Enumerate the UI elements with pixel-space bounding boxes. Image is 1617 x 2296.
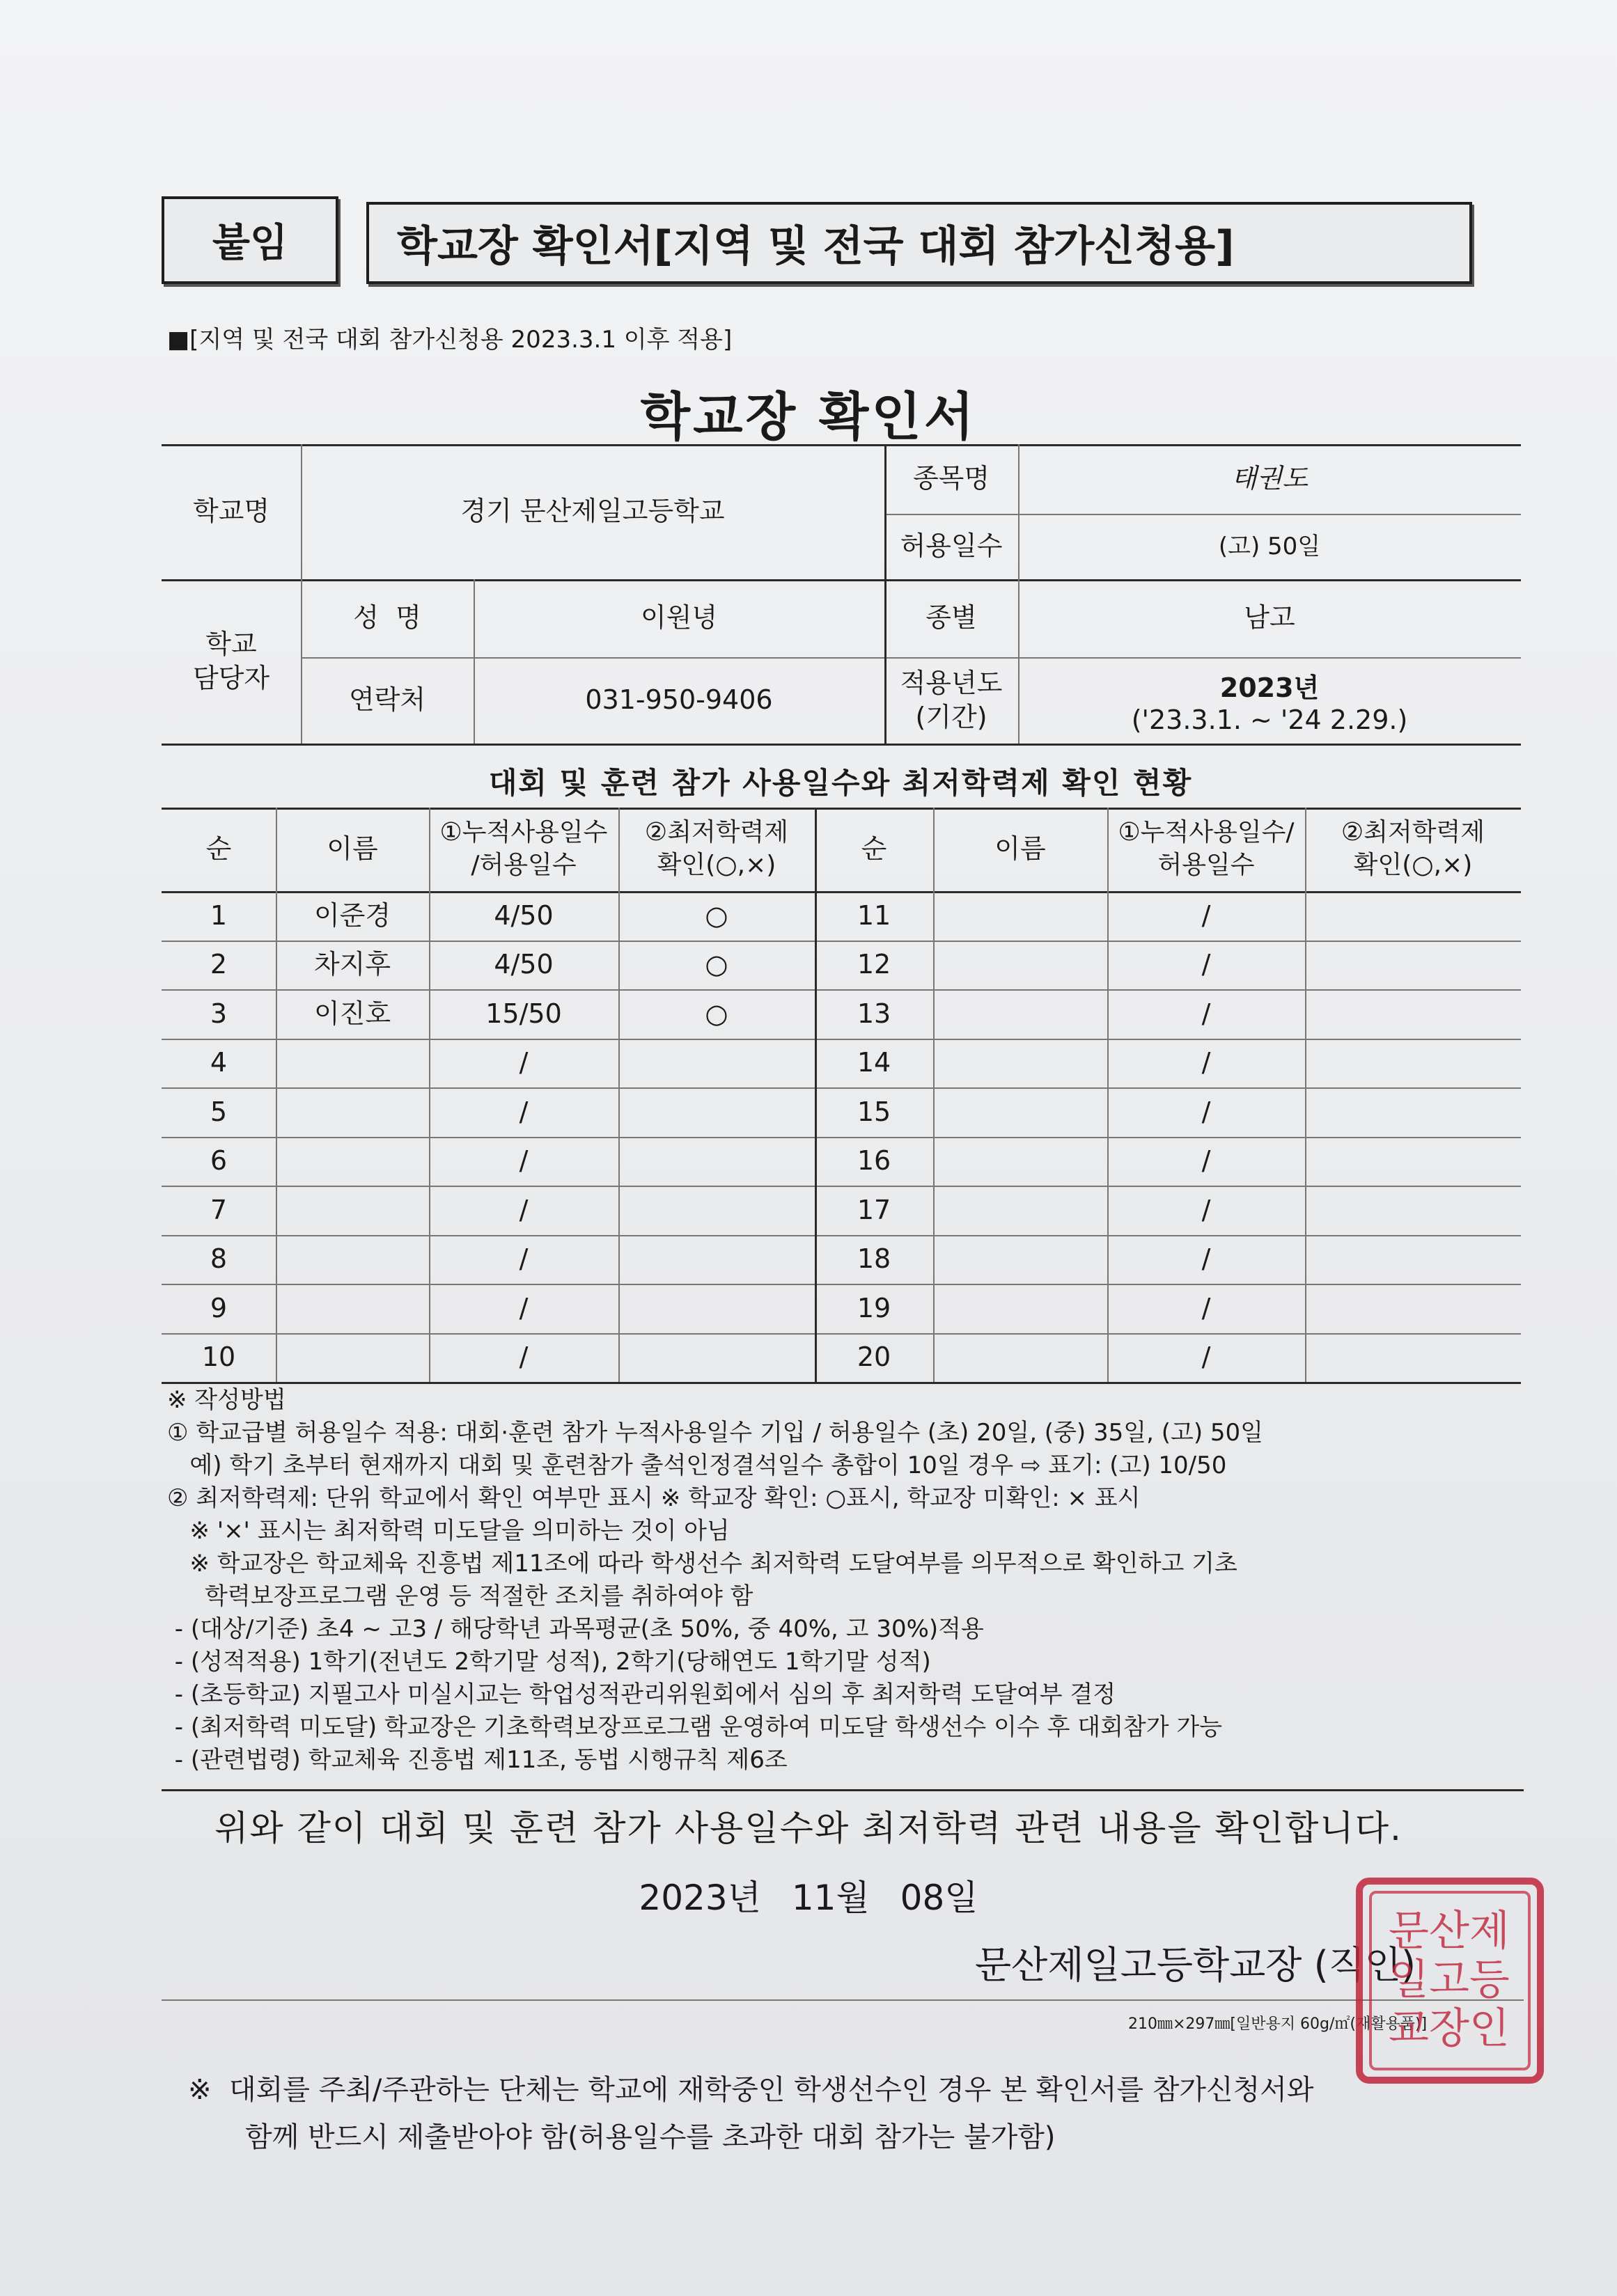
cell-days: / — [1201, 1292, 1211, 1323]
cell-days: / — [519, 1342, 529, 1373]
cell-no: 20 — [857, 1342, 891, 1373]
apply-note: ■[지역 및 전국 대회 참가신청용 2023.3.1 이후 적용] — [167, 326, 733, 354]
signer: 문산제일고등학교장 (직인) — [975, 1943, 1416, 1987]
cell-name — [933, 989, 1107, 1039]
cell-no: 17 — [857, 1194, 891, 1225]
cell-check: ○ — [705, 899, 728, 931]
cell-check — [618, 1186, 815, 1235]
allowed-days-value: (고) 50일 — [1218, 532, 1321, 560]
name-value: 이원녕 — [640, 602, 718, 634]
document-heading: 학교장 확인서[지역 및 전국 대회 참가신청용] — [366, 202, 1472, 284]
divider — [162, 1789, 1524, 1791]
col-header-days-right: ①누적사용일수/ 허용일수 — [1118, 818, 1295, 879]
cell-no: 2 — [210, 949, 228, 980]
cell-days: / — [519, 1243, 529, 1275]
cell-name — [276, 1087, 429, 1137]
col-header-days-left: ①누적사용일수 /허용일수 — [439, 818, 608, 879]
note-line: 예) 학기 초부터 현재까지 대회 및 훈련참가 출석인정결석일수 총합이 10일 경우 ⇨ 표기: (고) 10/50 — [167, 1452, 1227, 1479]
svg-text:일고등: 일고등 — [1389, 1956, 1510, 2004]
cell-name — [933, 1137, 1107, 1186]
cell-name — [933, 1284, 1107, 1333]
cell-days: / — [519, 1096, 529, 1127]
paper-spec: 210㎜×297㎜[일반용지 60g/㎡(재활용품)] — [1128, 2015, 1428, 2033]
cell-check — [1305, 1284, 1521, 1333]
col-header-check-right: ②최저학력제 확인(○,×) — [1341, 818, 1485, 879]
col-header-name-right: 이름 — [994, 833, 1046, 865]
cell-check — [1305, 941, 1521, 990]
cell-name — [933, 1087, 1107, 1137]
cell-days: / — [1201, 1145, 1211, 1177]
cell-check — [1305, 1235, 1521, 1284]
cell-days: / — [1201, 1194, 1211, 1225]
cell-name — [933, 1039, 1107, 1088]
cell-check — [1305, 891, 1521, 941]
cell-check — [1305, 1186, 1521, 1235]
note-line: 학력보장프로그램 운영 등 적절한 조치를 취하여야 함 — [167, 1582, 753, 1610]
year-label: 적용년도 (기간) — [900, 667, 1003, 732]
cell-no: 14 — [857, 1047, 891, 1078]
cell-days: / — [519, 1194, 529, 1225]
cell-name — [276, 1137, 429, 1186]
svg-text:교장인: 교장인 — [1389, 2004, 1510, 2053]
note-line: ※ 작성방법 — [167, 1386, 286, 1414]
cell-no: 12 — [857, 949, 891, 980]
cell-check: ○ — [705, 949, 728, 980]
contact-value: 031-950-9406 — [585, 684, 773, 716]
col-header-check-left: ②최저학력제 확인(○,×) — [644, 818, 789, 879]
cell-check — [618, 1284, 815, 1333]
divider — [162, 1999, 1524, 2001]
cell-days: / — [1201, 899, 1211, 931]
cell-name: 이진호 — [313, 998, 391, 1029]
note-line: - (대상/기준) 초4 ~ 고3 / 해당학년 과목평균(초 50%, 중 40%, 고 30%)적용 — [167, 1615, 984, 1643]
note-line: - (성적적용) 1학기(전년도 2학기말 성적), 2학기(당해연도 1학기말 성적) — [167, 1648, 931, 1676]
note-line: ② 최저학력제: 단위 학교에서 확인 여부만 표시 ※ 학교장 확인: ○표시, 학교장 미확인: × 표시 — [167, 1484, 1141, 1512]
cell-name — [933, 941, 1107, 990]
cell-check — [1305, 1087, 1521, 1137]
note-line: - (관련법령) 학교체육 진흥법 제11조, 동법 시행규칙 제6조 — [167, 1746, 788, 1774]
note-line: ※ '×' 표시는 최저학력 미도달을 의미하는 것이 아님 — [167, 1517, 730, 1545]
gender-label: 종별 — [925, 602, 977, 634]
cell-days: / — [1201, 1342, 1211, 1373]
notes-section — [167, 1384, 1532, 1777]
cell-name: 차지후 — [313, 949, 391, 980]
cell-no: 13 — [857, 998, 891, 1029]
issue-date: 2023년 11월 08일 — [639, 1878, 978, 1918]
col-header-no-right: 순 — [861, 833, 887, 865]
gender-value: 남고 — [1244, 602, 1295, 634]
cell-no: 11 — [857, 899, 891, 931]
cell-check — [618, 1235, 815, 1284]
cell-days: / — [1201, 949, 1211, 980]
cell-check — [618, 1137, 815, 1186]
svg-text:문산제: 문산제 — [1389, 1907, 1510, 1956]
cell-no: 1 — [210, 899, 228, 931]
cell-days: 15/50 — [485, 998, 562, 1029]
note-line: ① 학교급별 허용일수 적용: 대회·훈련 참가 누적사용일수 기입 / 허용일수 (초) 20일, (중) 35일, (고) 50일 — [167, 1419, 1263, 1447]
page-title: 학교장 확인서 — [640, 387, 977, 447]
cell-days: / — [1201, 1047, 1211, 1078]
school-label: 학교명 — [192, 496, 270, 527]
cell-name — [276, 1284, 429, 1333]
note-line: ※ 학교장은 학교체육 진흥법 제11조에 따라 학생선수 최저학력 도달여부를 의무적으로 확인하고 기초 — [167, 1550, 1237, 1578]
cell-days: / — [519, 1047, 529, 1078]
cell-name — [276, 1186, 429, 1235]
footer-line: 함께 반드시 제출받아야 함(허용일수를 초과한 대회 참가는 불가함) — [245, 2121, 1056, 2153]
cell-check — [618, 1333, 815, 1383]
official-seal-stamp — [1354, 1876, 1546, 2086]
cell-name — [933, 1235, 1107, 1284]
cell-check — [1305, 1333, 1521, 1383]
cell-days: 4/50 — [494, 949, 554, 980]
cell-check: ○ — [705, 998, 728, 1029]
cell-name — [276, 1333, 429, 1383]
col-header-no-left: 순 — [205, 833, 232, 865]
confirmation-text: 위와 같이 대회 및 훈련 참가 사용일수와 최저학력 관련 내용을 확인합니다. — [214, 1808, 1403, 1848]
cell-name — [933, 1333, 1107, 1383]
cell-name: 이준경 — [313, 899, 391, 931]
cell-days: / — [1201, 1243, 1211, 1275]
cell-days: 4/50 — [494, 899, 554, 931]
name-label: 성 명 — [353, 602, 421, 634]
footer-line: ※ 대회를 주최/주관하는 단체는 학교에 재학중인 학생선수인 경우 본 확인서를 참가신청서와 — [188, 2074, 1314, 2106]
contact-label: 연락처 — [348, 684, 426, 716]
cell-days: / — [1201, 1096, 1211, 1127]
cell-check — [1305, 989, 1521, 1039]
school-value: 경기 문산제일고등학교 — [460, 496, 725, 527]
note-line: - (초등학교) 지필고사 미실시교는 학업성적관리위원회에서 심의 후 최저학력 도달여부 결정 — [167, 1681, 1116, 1708]
sport-value: 태권도 — [1231, 463, 1309, 494]
cell-no: 18 — [857, 1243, 891, 1275]
cell-no: 19 — [857, 1292, 891, 1323]
note-line: - (최저학력 미도달) 학교장은 기초학력보장프로그램 운영하여 미도달 학생선수 이수 후 대회참가 가능 — [167, 1713, 1223, 1741]
cell-days: / — [519, 1145, 529, 1177]
cell-check — [1305, 1137, 1521, 1186]
cell-name — [276, 1039, 429, 1088]
cell-days: / — [1201, 998, 1211, 1029]
cell-name — [933, 891, 1107, 941]
sport-label: 종목명 — [912, 463, 990, 494]
cell-no: 9 — [210, 1292, 228, 1323]
section-title: 대회 및 훈련 참가 사용일수와 최저학력제 확인 현황 — [488, 766, 1193, 800]
cell-no: 6 — [210, 1145, 228, 1177]
allowed-days-label: 허용일수 — [900, 530, 1003, 562]
cell-no: 4 — [210, 1047, 228, 1078]
cell-check — [1305, 1039, 1521, 1088]
cell-name — [276, 1235, 429, 1284]
footer-note — [188, 2066, 1314, 2161]
cell-name — [933, 1186, 1107, 1235]
cell-check — [618, 1039, 815, 1088]
year-value: 2023년 — [1219, 672, 1320, 703]
cell-no: 8 — [210, 1243, 228, 1275]
cell-no: 16 — [857, 1145, 891, 1177]
cell-no: 7 — [210, 1194, 228, 1225]
year-period: ('23.3.1. ~ '24 2.29.) — [1131, 704, 1408, 735]
cell-days: / — [519, 1292, 529, 1323]
cell-no: 5 — [210, 1096, 228, 1127]
cell-no: 10 — [201, 1342, 236, 1373]
attachment-tag: 붙임 — [162, 196, 338, 284]
col-header-name-left: 이름 — [327, 833, 378, 865]
cell-no: 15 — [857, 1096, 891, 1127]
cell-no: 3 — [210, 998, 228, 1029]
cell-check — [618, 1087, 815, 1137]
manager-label: 학교 담당자 — [192, 628, 270, 693]
